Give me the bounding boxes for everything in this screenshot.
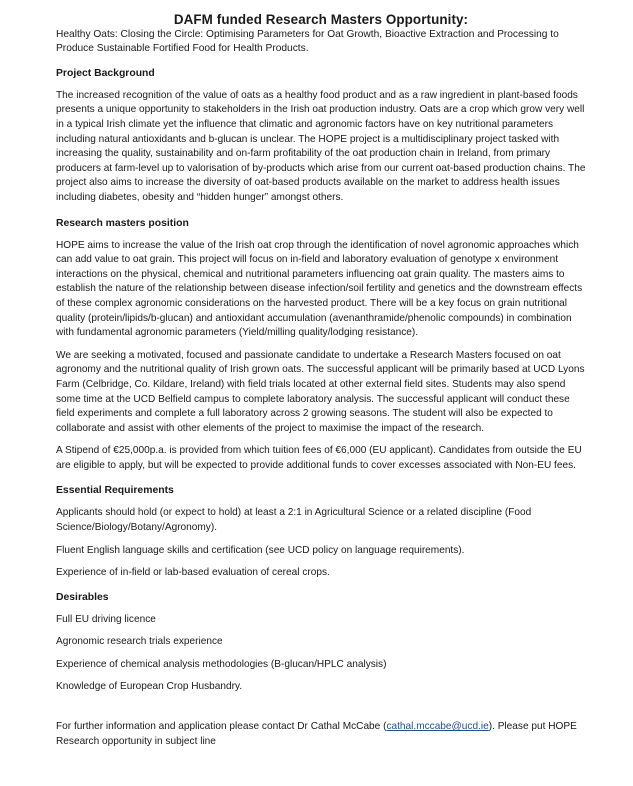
stipend-paragraph: A Stipend of €25,000p.a. is provided from which tuition fees of €6,000 (EU applicant). Candidates from outside the EU are eligible to apply, but will be expected to provide additional funds to cover excesses associated with Non-EU fees. bbox=[56, 445, 582, 471]
desirable-item: Knowledge of European Crop Husbandry. bbox=[56, 680, 243, 692]
essential-item: Applicants should hold (or expect to hold) at least a 2:1 in Agricultural Science or a related discipline (Food Science/Biology/Botany/Agronomy). bbox=[56, 507, 532, 534]
contact-email-link[interactable]: cathal.mccabe@ucd.ie bbox=[386, 721, 489, 733]
section-heading-background: Project Background bbox=[56, 67, 155, 79]
contact-paragraph bbox=[56, 720, 586, 749]
contact-text-before: For further information and application please contact Dr Cathal McCabe ( bbox=[56, 721, 387, 733]
desirable-item: Experience of chemical analysis methodologies (B-glucan/HPLC analysis) bbox=[56, 658, 387, 670]
contact-text-after: ). Please put HOPE Research opportunity in subject line bbox=[56, 721, 577, 747]
section-heading-desirables: Desirables bbox=[56, 592, 109, 604]
position-paragraph-2: We are seeking a motivated, focused and passionate candidate to undertake a Research Masters focused on oat agronomy and the nutritional quality of Irish grown oats. The successful applicant will be primarily based at UCD Lyons Farm (Celbridge, Co. Kildare, Ireland) with field trials located at other external field sites. Students may also spend some time at the UCD Belfield campus to complete laboratory analysis. The successful applicant will conduct these field experiments and complete a full laboratory across 2 growing seasons. The student will also be expected to collaborate and assist with other elements of the project to maximise the impact of the research. bbox=[56, 349, 585, 434]
essential-item: Fluent English language skills and certification (see UCD policy on language requirements). bbox=[56, 544, 465, 556]
desirable-item: Full EU driving licence bbox=[56, 614, 156, 626]
section-heading-position: Research masters position bbox=[56, 217, 189, 229]
position-paragraph-1: HOPE aims to increase the value of the Irish oat crop through the identification of novel agronomic approaches which can add value to oat grain. This project will focus on in-field and laboratory evaluation of genotype x environment interactions on the physical, chemical and nutritional parameters influencing oat grain quality. The masters aims to establish the nature of the relationship between disease infection/soil fertility and genetics and the downstream effects of these complex agronomic considerations on the harvested product. There will be a key focus on grain nutritional quality (protein/lipids/b-glucan) and antioxidant accumulation (avenanthramide/phenolic compounds) in combination with fundamental agronomic parameters (Yield/milling quality/lodging resistance). bbox=[56, 239, 583, 339]
background-paragraph: The increased recognition of the value of oats as a healthy food product and as a raw ingredient in plant-based foods presents a unique opportunity to stakeholders in the Irish oat production industry. Oats are a crop which grow very well in a typical Irish climate yet the influence that climatic and agronomic factors have on key nutritional parameters including natural antioxidants and b-glucan is unclear. The HOPE project is a multidisciplinary project tasked with increasing the quality, sustainability and on-farm profitability of the oat production chain in Ireland, from primary producers at farm-level up to valorisation of by-products which arise from our current oat-based production chains. The project also aims to increase the diversity of oat-based products available on the market to address health issues including diabetes, obesity and “hidden hunger” amongst others. bbox=[56, 89, 586, 203]
section-heading-essential: Essential Requirements bbox=[56, 485, 174, 497]
document-page bbox=[56, 12, 586, 757]
project-subtitle: Healthy Oats: Closing the Circle: Optimising Parameters for Oat Growth, Bioactive Extraction and Processing to Produce Sustainable Fortified Food for Health Products. bbox=[56, 29, 559, 54]
page-title: DAFM funded Research Masters Opportunity: bbox=[173, 12, 469, 27]
essential-item: Experience of in-field or lab-based evaluation of cereal crops. bbox=[56, 566, 330, 578]
desirable-item: Agronomic research trials experience bbox=[56, 636, 223, 648]
